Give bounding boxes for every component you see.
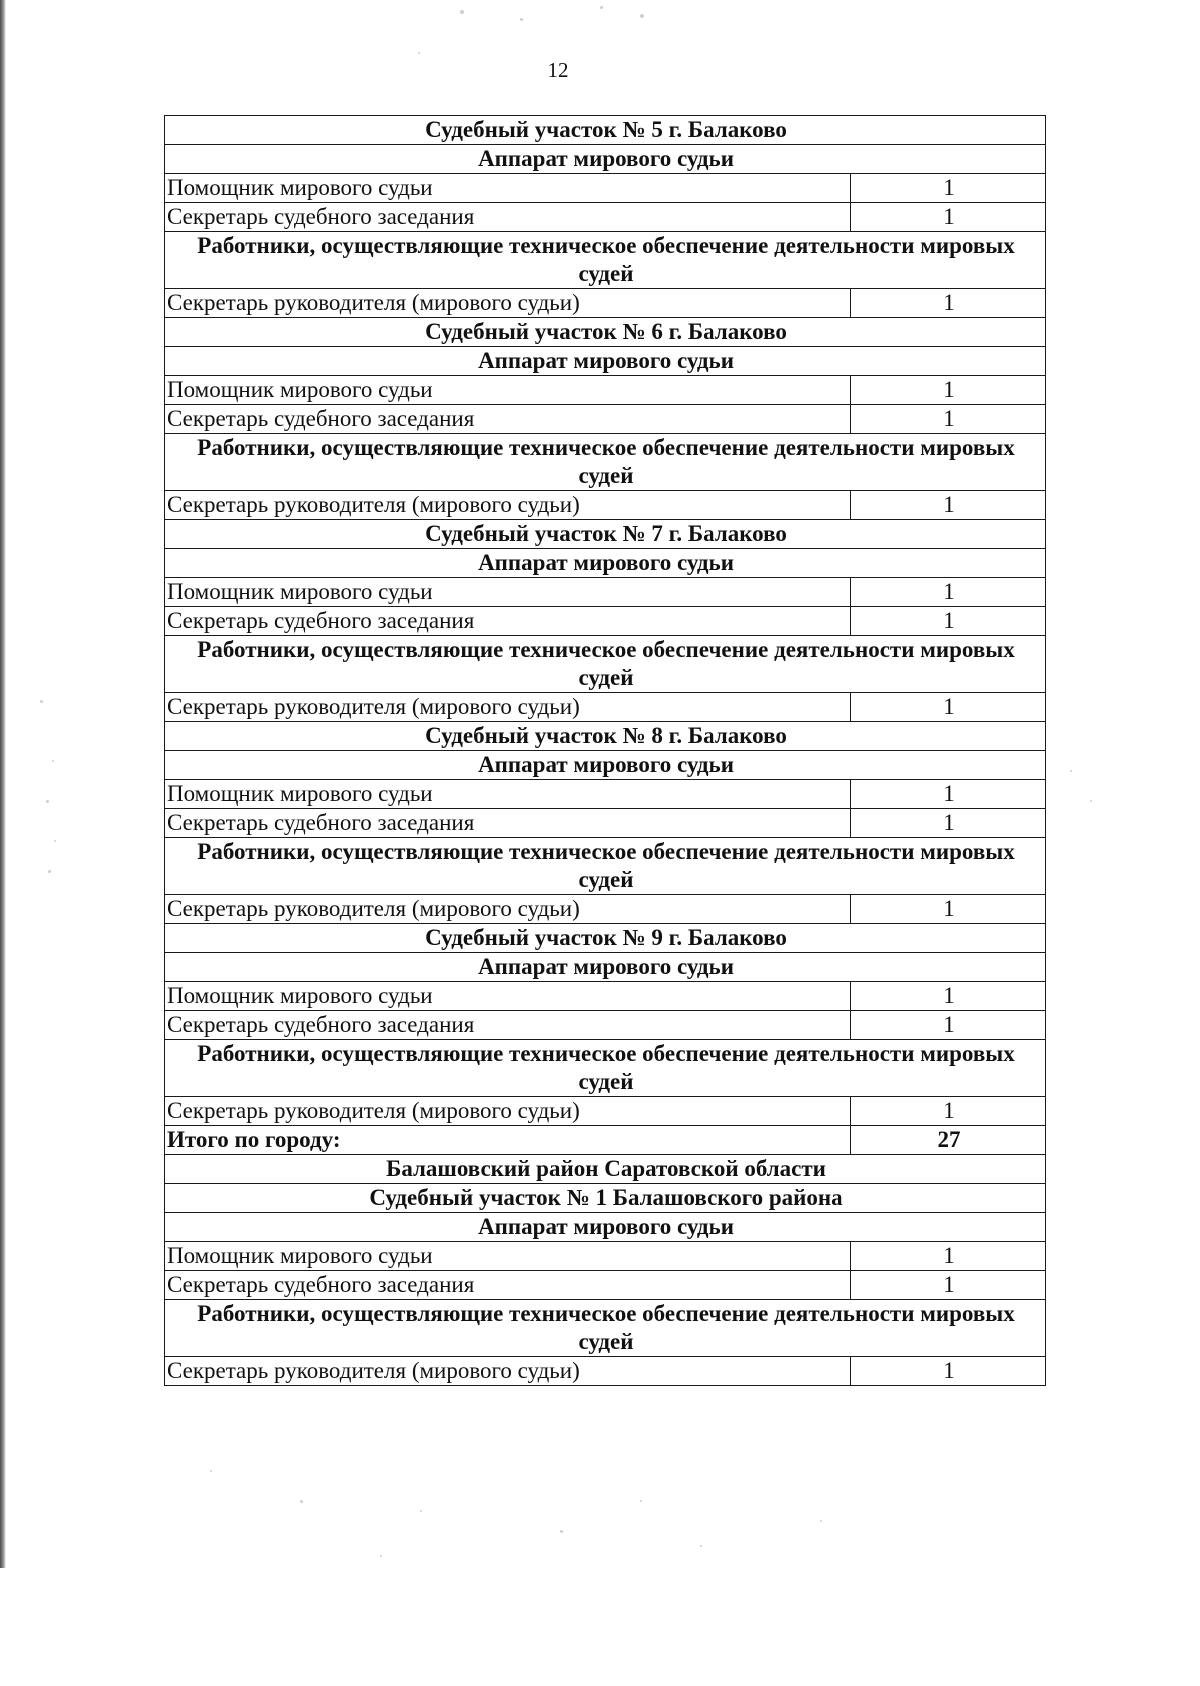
section-heading: Аппарат мирового судьи (165, 347, 1046, 376)
section-heading: Судебный участок № 5 г. Балаково (165, 116, 1046, 145)
position-count: 1 (851, 809, 1046, 838)
section-heading: Аппарат мирового судьи (165, 1213, 1046, 1242)
section-heading-row (165, 953, 1046, 982)
scan-speck (46, 800, 49, 803)
position-count: 1 (851, 203, 1046, 232)
section-heading: Судебный участок № 7 г. Балаково (165, 520, 1046, 549)
section-heading-row (165, 549, 1046, 578)
position-row (165, 693, 1046, 722)
section-heading: Работники, осуществляющие техническое обеспечение деятельности мировых судей (165, 636, 1046, 693)
section-heading: Аппарат мирового судьи (165, 549, 1046, 578)
scan-speck (420, 1510, 422, 1512)
scan-speck (418, 52, 420, 54)
section-heading: Работники, осуществляющие техническое обеспечение деятельности мировых судей (165, 838, 1046, 895)
position-name: Секретарь судебного заседания (165, 607, 851, 636)
scan-speck (640, 14, 644, 18)
section-heading-row (165, 1155, 1046, 1184)
scan-speck (380, 1555, 382, 1557)
position-row (165, 376, 1046, 405)
scan-speck (54, 840, 56, 842)
scan-speck (1090, 800, 1092, 802)
position-row (165, 203, 1046, 232)
section-heading-row (165, 722, 1046, 751)
scan-speck (48, 870, 51, 873)
position-count: 1 (851, 895, 1046, 924)
position-name: Помощник мирового судьи (165, 780, 851, 809)
scan-speck (640, 1500, 642, 1502)
position-row (165, 578, 1046, 607)
position-count: 1 (851, 780, 1046, 809)
position-count: 1 (851, 1011, 1046, 1040)
section-heading-row (165, 318, 1046, 347)
position-row (165, 809, 1046, 838)
section-heading-row (165, 1184, 1046, 1213)
section-heading-row (165, 924, 1046, 953)
section-heading: Работники, осуществляющие техническое обеспечение деятельности мировых судей (165, 1040, 1046, 1097)
position-count: 1 (851, 376, 1046, 405)
section-heading: Судебный участок № 6 г. Балаково (165, 318, 1046, 347)
position-name: Секретарь руководителя (мирового судьи) (165, 895, 851, 924)
position-row (165, 1097, 1046, 1126)
section-heading-row (165, 1040, 1046, 1097)
position-name: Секретарь руководителя (мирового судьи) (165, 1357, 851, 1386)
position-name: Секретарь руководителя (мирового судьи) (165, 491, 851, 520)
section-heading-row (165, 636, 1046, 693)
scan-speck (520, 18, 523, 21)
position-name: Секретарь судебного заседания (165, 405, 851, 434)
position-count: 1 (851, 289, 1046, 318)
section-heading-row (165, 232, 1046, 289)
position-count: 1 (851, 1097, 1046, 1126)
section-heading: Аппарат мирового судьи (165, 145, 1046, 174)
scan-speck (460, 10, 464, 14)
position-name: Секретарь судебного заседания (165, 203, 851, 232)
total-row (165, 1126, 1046, 1155)
position-count: 1 (851, 405, 1046, 434)
section-heading-row (165, 1213, 1046, 1242)
position-row (165, 895, 1046, 924)
scan-edge (0, 0, 6, 1568)
position-row (165, 607, 1046, 636)
section-heading: Работники, осуществляющие техническое обеспечение деятельности мировых судей (165, 232, 1046, 289)
section-heading-row (165, 347, 1046, 376)
section-heading: Судебный участок № 1 Балашовского района (165, 1184, 1046, 1213)
position-count: 1 (851, 1271, 1046, 1300)
total-label: Итого по городу: (165, 1126, 851, 1155)
position-name: Секретарь руководителя (мирового судьи) (165, 693, 851, 722)
position-name: Секретарь судебного заседания (165, 809, 851, 838)
position-name: Помощник мирового судьи (165, 982, 851, 1011)
position-row (165, 1357, 1046, 1386)
position-name: Помощник мирового судьи (165, 376, 851, 405)
position-name: Помощник мирового судьи (165, 174, 851, 203)
position-name: Секретарь руководителя (мирового судьи) (165, 1097, 851, 1126)
section-heading: Балашовский район Саратовской области (165, 1155, 1046, 1184)
section-heading-row (165, 145, 1046, 174)
scan-speck (300, 1500, 303, 1503)
section-heading-row (165, 520, 1046, 549)
staffing-table-body (165, 116, 1046, 1386)
scan-speck (700, 1545, 702, 1547)
position-count: 1 (851, 174, 1046, 203)
scan-speck (40, 700, 43, 703)
scan-speck (560, 1530, 563, 1533)
position-count: 1 (851, 693, 1046, 722)
section-heading-row (165, 1300, 1046, 1357)
position-name: Помощник мирового судьи (165, 1242, 851, 1271)
scan-speck (600, 6, 603, 9)
position-row (165, 405, 1046, 434)
page-number: 12 (547, 58, 569, 82)
section-heading: Аппарат мирового судьи (165, 953, 1046, 982)
position-row (165, 289, 1046, 318)
scan-speck (1070, 770, 1072, 772)
section-heading-row (165, 434, 1046, 491)
position-count: 1 (851, 982, 1046, 1011)
position-count: 1 (851, 578, 1046, 607)
total-value: 27 (851, 1126, 1046, 1155)
section-heading: Судебный участок № 9 г. Балаково (165, 924, 1046, 953)
position-row (165, 780, 1046, 809)
position-name: Помощник мирового судьи (165, 578, 851, 607)
position-count: 1 (851, 491, 1046, 520)
scan-speck (820, 1520, 822, 1522)
position-name: Секретарь судебного заседания (165, 1271, 851, 1300)
section-heading-row (165, 751, 1046, 780)
position-row (165, 1011, 1046, 1040)
position-row (165, 174, 1046, 203)
position-count: 1 (851, 1242, 1046, 1271)
position-row (165, 1242, 1046, 1271)
section-heading: Работники, осуществляющие техническое обеспечение деятельности мировых судей (165, 434, 1046, 491)
position-name: Секретарь руководителя (мирового судьи) (165, 289, 851, 318)
position-row (165, 982, 1046, 1011)
position-row (165, 1271, 1046, 1300)
section-heading: Судебный участок № 8 г. Балаково (165, 722, 1046, 751)
section-heading: Аппарат мирового судьи (165, 751, 1046, 780)
position-count: 1 (851, 607, 1046, 636)
section-heading: Работники, осуществляющие техническое обеспечение деятельности мировых судей (165, 1300, 1046, 1357)
scan-speck (210, 1470, 212, 1472)
position-name: Секретарь судебного заседания (165, 1011, 851, 1040)
staffing-table (164, 115, 1046, 1386)
position-row (165, 491, 1046, 520)
position-count: 1 (851, 1357, 1046, 1386)
scan-speck (52, 760, 54, 762)
section-heading-row (165, 838, 1046, 895)
section-heading-row (165, 116, 1046, 145)
